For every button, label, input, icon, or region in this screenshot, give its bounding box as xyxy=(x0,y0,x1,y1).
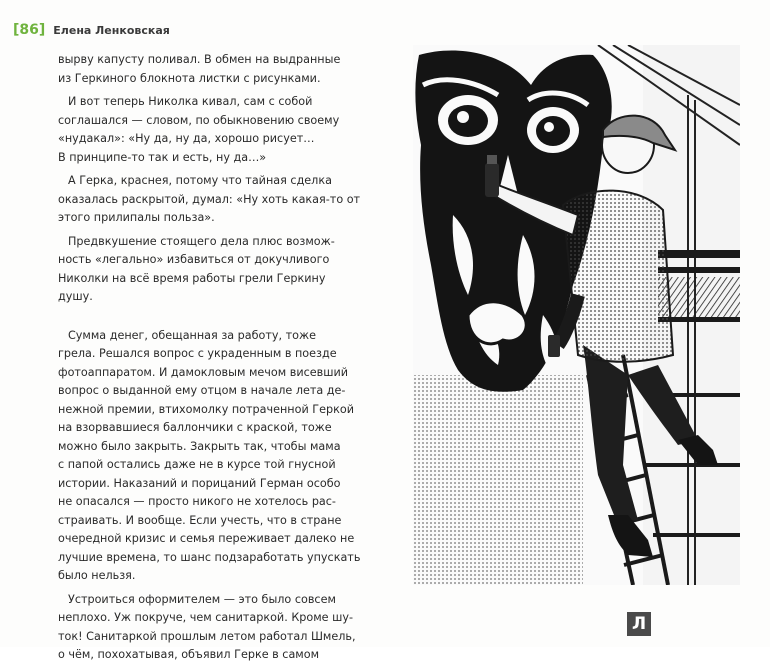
paragraph-5 xyxy=(58,327,392,586)
text-line: Устроиться оформителем — это было совсем xyxy=(68,592,336,606)
text-line: В принципе-то так и есть, ну да…» xyxy=(58,150,267,164)
illustration-owl-graffiti xyxy=(413,45,740,585)
text-line: нежной премии, втихомолку потраченной Геркой xyxy=(58,402,354,416)
text-line: «нудакал»: «Ну да, ну да, хорошо рисует… xyxy=(58,132,315,145)
text-line: очередной кризис и семья переживает далеко не xyxy=(58,532,355,545)
text-line: соглашался — словом, по обыкновению своему xyxy=(58,113,340,127)
author-name: Елена Ленковская xyxy=(53,23,170,37)
text-line: истории. Наказаний и порицаний Герман особо xyxy=(58,476,341,490)
text-line: неплохо. Уж покруче, чем санитаркой. Кроме шу- xyxy=(58,611,353,624)
text-line: вопрос о выданной ему отцом в начале лета де- xyxy=(58,384,346,397)
text-line: было нельзя. xyxy=(58,569,136,582)
text-line: можно было закрыть. Закрыть так, чтобы мама xyxy=(58,439,341,453)
page-number: [86] xyxy=(13,22,46,38)
text-line: Николки на всё время работы грели Геркину xyxy=(58,271,326,285)
text-line: о чём, похохатывая, объявил Герке в самом xyxy=(58,648,320,661)
text-line: Сумма денег, обещанная за работу, тоже xyxy=(68,328,316,342)
text-line: лучшие времена, то шанс подзаработать упускать xyxy=(58,550,361,564)
paragraph-1 xyxy=(58,51,392,88)
text-line: этого прилипалы польза». xyxy=(58,211,215,224)
paragraph-6 xyxy=(58,591,392,665)
text-line: с папой остались даже не в курсе той гнусной xyxy=(58,458,336,471)
text-line: грела. Решался вопрос с украденным в поезде xyxy=(58,347,337,360)
text-column xyxy=(58,51,392,670)
text-line: не опасался — просто никого не хотелось рас- xyxy=(58,495,336,508)
text-line: И вот теперь Николка кивал, сам с собой xyxy=(68,95,313,108)
text-line: А Герка, краснея, потому что тайная сделка xyxy=(68,174,332,187)
text-line: фотоаппаратом. И дамокловым мечом висевший xyxy=(58,365,349,379)
text-line: ность «легально» избавиться от докучливого xyxy=(58,253,330,266)
text-line: оказалась раскрытой, думал: «Ну хоть какая-то от xyxy=(58,192,361,206)
paragraph-3 xyxy=(58,172,392,228)
text-line: страивать. И вообще. Если учесть, что в стране xyxy=(58,513,342,527)
paragraph-2 xyxy=(58,93,392,167)
publisher-logo: Л xyxy=(627,612,651,636)
text-line: вырву капусту поливал. В обмен на выдранные xyxy=(58,53,341,66)
running-header xyxy=(13,22,170,38)
text-line: Предвкушение стоящего дела плюс возмож- xyxy=(68,234,335,248)
text-line: на взорвавшиеся баллончики с краской, тоже xyxy=(58,421,332,434)
text-line: душу. xyxy=(58,290,93,303)
paragraph-4 xyxy=(58,233,392,307)
text-line: ток! Санитаркой прошлым летом работал Шмель, xyxy=(58,629,356,643)
text-line: из Геркиного блокнота листки с рисунками. xyxy=(58,71,321,85)
